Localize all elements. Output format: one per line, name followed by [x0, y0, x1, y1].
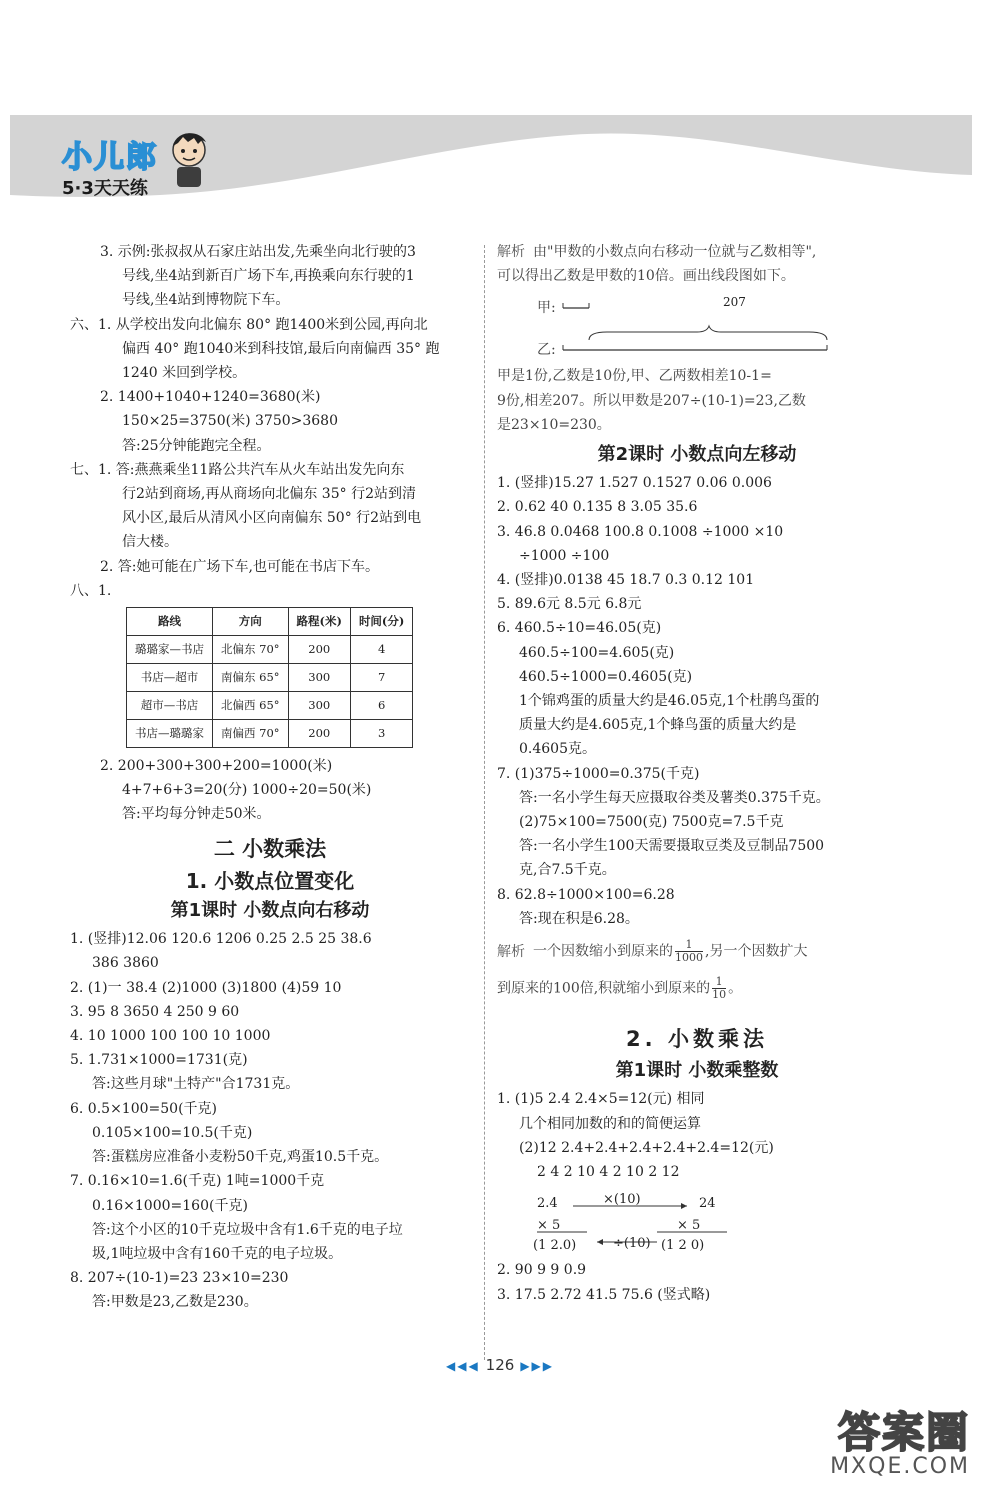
answer-line: 答:这些月球"土特产"合1731克。	[92, 1076, 300, 1093]
analysis-label: 解析	[497, 244, 525, 260]
watermark-logo: 答案圈	[837, 1408, 970, 1457]
answer-line: 386 3860	[92, 955, 159, 972]
answer-line: 七、1. 答:燕燕乘坐11路公共汽车从火车站出发先向东	[70, 461, 405, 478]
answer-line: 1. (1)5 2.4 2.4×5=12(元) 相同	[497, 1091, 705, 1108]
segment-label-yi: 乙:	[537, 342, 556, 359]
lesson-title: 第2课时 小数点向左移动	[597, 444, 797, 466]
answer-line: 答:一名小学生每天应摄取谷类及薯类0.375千克。	[519, 789, 830, 806]
answer-line: 号线,坐4站到新百广场下车,再换乘向东行驶的1	[122, 268, 415, 285]
answer-line: 460.5÷1000=0.4605(克)	[519, 668, 693, 685]
segment-label-jia: 甲:	[537, 300, 556, 317]
table-cell: 超市—书店	[127, 692, 213, 720]
answer-line: 460.5÷100=4.605(克)	[519, 644, 675, 661]
answer-line: 风小区,最后从清风小区向南偏东 50° 行2站到电	[122, 510, 422, 527]
table-cell: 书店—超市	[127, 664, 213, 692]
table-cell: 璐璐家—书店	[127, 636, 213, 664]
table-cell: 6	[350, 692, 412, 720]
segment-diagram	[497, 292, 897, 362]
answer-line: 3. 46.8 0.0468 100.8 0.1008 ÷1000 ×10	[497, 523, 784, 540]
analysis-line: 解析 由"甲数的小数点向右移动一位就与乙数相等",	[497, 244, 817, 260]
fraction: $\frac{1}{1000}$	[675, 938, 703, 965]
page-number: ◀◀◀ 126 ▶▶▶	[445, 1356, 554, 1374]
fraction: $\frac{1}{10}$	[712, 975, 727, 1002]
answer-line: 3. 17.5 2.72 41.5 75.6 (竖式略)	[497, 1286, 711, 1303]
answer-line: 4. (竖排)0.0138 45 18.7 0.3 0.12 101	[497, 572, 755, 589]
answer-line: 答:平均每分钟走50米。	[122, 806, 271, 823]
table-cell: 书店—璐璐家	[127, 720, 213, 748]
table-cell: 300	[288, 664, 350, 692]
segment-value: 207	[723, 295, 746, 310]
answer-line: ÷1000 ÷100	[519, 547, 610, 564]
answer-line: (2)75×100=7500(克) 7500克=7.5千克	[519, 814, 784, 831]
table-header: 方向	[213, 608, 289, 636]
answer-line: 几个相同加数的和的简便运算	[519, 1115, 701, 1132]
answer-line: 2. 90 9 9 0.9	[497, 1262, 587, 1279]
multiplication-arrows	[537, 1188, 777, 1252]
answer-line: 7. (1)375÷1000=0.375(千克)	[497, 765, 700, 782]
table-row	[127, 664, 413, 692]
table-cell: 200	[288, 636, 350, 664]
answer-line: 信大楼。	[122, 534, 178, 551]
analysis-line: 到原来的100倍,积就缩小到原来的 $\frac{1}{10}$ 。	[497, 975, 743, 1002]
answer-line: 7. 0.16×10=1.6(千克) 1吨=1000千克	[70, 1173, 325, 1190]
table-cell: 200	[288, 720, 350, 748]
table-cell: 北偏东 70°	[213, 636, 289, 664]
analysis-line: 甲是1份,乙数是10份,甲、乙两数相差10-1=	[497, 368, 772, 385]
answer-line: 号线,坐4站到博物院下车。	[122, 292, 290, 309]
answer-line: 2. (1)一 38.4 (2)1000 (3)1800 (4)59 10	[70, 979, 342, 996]
answer-line: 2. 答:她可能在广场下车,也可能在书店下车。	[100, 558, 379, 575]
answer-line: 1. (竖排)15.27 1.527 0.1527 0.06 0.006	[497, 475, 772, 492]
column-divider	[484, 245, 485, 1360]
table-row	[127, 692, 413, 720]
analysis-line: 9份,相差207。所以甲数是207÷(10-1)=23,乙数	[497, 392, 806, 409]
analysis-line: 是23×10=230。	[497, 416, 611, 433]
left-column	[70, 240, 470, 1315]
lesson-title: 第1课时 小数点向右移动	[170, 900, 370, 922]
unit-title: 二 小数乘法	[213, 836, 327, 861]
answer-line: 六、1. 从学校出发向北偏东 80° 跑1400米到公园,再向北	[70, 316, 428, 333]
answer-line: 克,合7.5千克。	[519, 862, 616, 879]
answer-line: (2)12 2.4+2.4+2.4+2.4+2.4=12(元)	[519, 1139, 774, 1156]
answer-line: 8. 207÷(10-1)=23 23×10=230	[70, 1270, 289, 1287]
analysis-line: 解析 一个因数缩小到原来的 $\frac{1}{1000}$ ,另一个因数扩大	[497, 938, 808, 965]
table-header: 路程(米)	[288, 608, 350, 636]
answer-line: 答:甲数是23,乙数是230。	[92, 1294, 258, 1311]
prev-arrows-icon: ◀◀◀	[445, 1359, 480, 1373]
answer-line: 5. 89.6元 8.5元 6.8元	[497, 596, 642, 613]
table-cell: 南偏西 70°	[213, 720, 289, 748]
answer-line: 2. 200+300+300+200=1000(米)	[100, 758, 333, 775]
answer-line: 150×25=3750(米) 3750>3680	[122, 413, 338, 430]
routes-table	[126, 607, 413, 748]
watermark-site: MXQE.COM	[830, 1454, 970, 1479]
answer-line: 3. 95 8 3650 4 250 9 60	[70, 1003, 240, 1020]
answer-line: 质量大约是4.605克,1个蜂鸟蛋的质量大约是	[519, 717, 797, 734]
table-row	[127, 720, 413, 748]
multiplication-diagram: 2.4 ×(10) 24 × 5 × 5 (1 2.0) ÷(10) (1 2 0)	[537, 1188, 897, 1252]
answer-line: 2. 0.62 40 0.135 8 3.05 35.6	[497, 499, 698, 516]
answer-line: 0.4605克。	[519, 741, 596, 758]
next-arrows-icon: ▶▶▶	[520, 1359, 554, 1373]
answer-line: 5. 1.731×1000=1731(克)	[70, 1052, 248, 1069]
answer-line: 答:这个小区的10千克垃圾中含有1.6千克的电子垃	[92, 1221, 403, 1238]
table-row	[127, 636, 413, 664]
section-title: 2. 小数乘法	[626, 1027, 768, 1052]
answer-line: 2. 1400+1040+1240=3680(米)	[100, 389, 321, 406]
answer-line: 2 4 2 10 4 2 10 2 12	[537, 1164, 680, 1181]
table-header: 路线	[127, 608, 213, 636]
brand-subtitle: 5·3天天练	[62, 178, 148, 199]
answer-line: 0.105×100=10.5(千克)	[92, 1124, 253, 1141]
table-cell: 300	[288, 692, 350, 720]
answer-line: 圾,1吨垃圾中含有160千克的电子垃圾。	[92, 1245, 343, 1262]
table-header: 时间(分)	[350, 608, 412, 636]
brand-logo	[62, 132, 158, 200]
answer-line: 偏西 40° 跑1040米到科技馆,最后向南偏西 35° 跑	[122, 340, 440, 357]
answer-line: 1个锦鸡蛋的质量大约是46.05克,1个杜鹃鸟蛋的	[519, 693, 820, 710]
answer-line: 行2站到商场,再从商场向北偏东 35° 行2站到清	[122, 486, 416, 503]
answer-line: 1240 米回到学校。	[122, 365, 247, 382]
segment-lines	[497, 292, 897, 362]
table-cell: 南偏东 65°	[213, 664, 289, 692]
answer-line: 答:现在积是6.28。	[519, 910, 639, 927]
table-cell: 3	[350, 720, 412, 748]
right-column	[497, 240, 897, 1307]
answer-line: 6. 460.5÷10=46.05(克)	[497, 620, 662, 637]
answer-line: 1. (竖排)12.06 120.6 1206 0.25 2.5 25 38.6	[70, 931, 372, 948]
answer-line: 6. 0.5×100=50(千克)	[70, 1100, 217, 1117]
table-cell: 4	[350, 636, 412, 664]
answer-line: 4. 10 1000 100 100 10 1000	[70, 1028, 271, 1045]
brand-name: 小儿郎	[62, 140, 158, 175]
answer-line: 0.16×1000=160(千克)	[92, 1197, 248, 1214]
lesson-title: 第1课时 小数乘整数	[615, 1060, 779, 1082]
answer-line: 4+7+6+3=20(分) 1000÷20=50(米)	[122, 782, 372, 799]
corner-watermark	[830, 1400, 970, 1479]
table-cell: 北偏西 65°	[213, 692, 289, 720]
answer-line: 八、1.	[70, 582, 112, 599]
answer-line: 答:蛋糕房应准备小麦粉50千克,鸡蛋10.5千克。	[92, 1149, 389, 1166]
analysis-line: 可以得出乙数是甲数的10倍。画出线段图如下。	[497, 268, 795, 285]
table-cell: 7	[350, 664, 412, 692]
answer-line: 答:一名小学生100天需要摄取豆类及豆制品7500	[519, 838, 825, 855]
answer-line: 3. 示例:张叔叔从石家庄站出发,先乘坐向北行驶的3	[100, 244, 416, 260]
section-title: 1. 小数点位置变化	[185, 868, 355, 893]
analysis-label: 解析	[497, 943, 525, 960]
cartoon-boy-icon	[168, 128, 210, 190]
answer-line: 答:25分钟能跑完全程。	[122, 437, 271, 454]
answer-line: 8. 62.8÷1000×100=6.28	[497, 886, 675, 903]
